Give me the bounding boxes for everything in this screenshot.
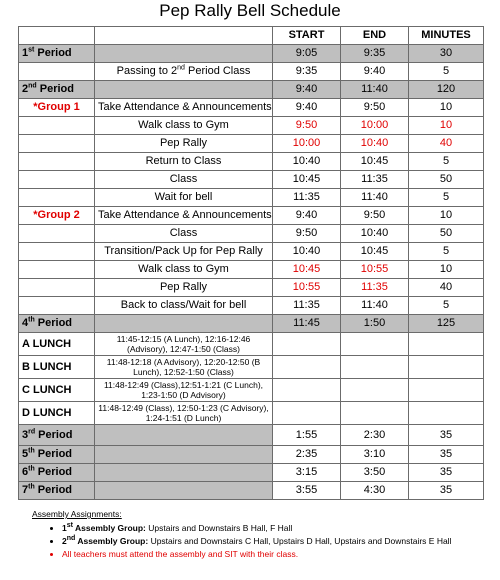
minutes-cell: 5 [409, 153, 484, 171]
start-cell [273, 402, 341, 425]
activity-cell: Pep Rally [95, 279, 273, 297]
end-cell: 10:40 [341, 225, 409, 243]
lunch-label: B LUNCH [19, 356, 95, 379]
end-cell: 11:35 [341, 279, 409, 297]
activity-cell: Take Attendance & Announcements [95, 99, 273, 117]
start-cell: 9:40 [273, 81, 341, 99]
label-cell [19, 225, 95, 243]
minutes-cell: 40 [409, 279, 484, 297]
end-cell: 10:40 [341, 135, 409, 153]
note-item: • 1st Assembly Group: Upstairs and Downstairs B Hall, F Hall [62, 523, 472, 534]
period-row-6 [19, 464, 484, 482]
minutes-cell: 35 [409, 446, 484, 464]
label-cell [19, 279, 95, 297]
group-label: *Group 2 [19, 207, 95, 225]
group1-row [19, 135, 484, 153]
period-label: 5th Period [19, 446, 95, 464]
minutes-cell: 35 [409, 464, 484, 482]
minutes-cell: 5 [409, 189, 484, 207]
minutes-cell: 40 [409, 135, 484, 153]
note-item: • All teachers must attend the assembly and SIT with their class. [62, 549, 472, 560]
activity-cell: Wait for bell [95, 189, 273, 207]
lunch-label: D LUNCH [19, 402, 95, 425]
activity-cell [95, 482, 273, 500]
minutes-cell: 30 [409, 45, 484, 63]
activity-cell: Back to class/Wait for bell [95, 297, 273, 315]
start-cell: 11:45 [273, 315, 341, 333]
activity-cell: Walk class to Gym [95, 117, 273, 135]
end-cell: 11:40 [341, 189, 409, 207]
start-cell [273, 356, 341, 379]
end-cell: 1:50 [341, 315, 409, 333]
period-label: 4th Period [19, 315, 95, 333]
activity-cell [95, 446, 273, 464]
start-cell: 9:35 [273, 63, 341, 81]
start-cell: 2:35 [273, 446, 341, 464]
end-cell: 10:00 [341, 117, 409, 135]
header-row [19, 27, 484, 45]
header-start: START [273, 27, 341, 45]
start-cell: 9:50 [273, 225, 341, 243]
period-label: 7th Period [19, 482, 95, 500]
minutes-cell: 120 [409, 81, 484, 99]
period-row-2 [19, 81, 484, 99]
start-cell: 9:05 [273, 45, 341, 63]
activity-cell [95, 45, 273, 63]
lunch-schedule: 11:48-12:49 (Class), 12:50-1:23 (C Advisory), 1:24-1:51 (D Lunch) [95, 402, 273, 425]
header-minutes: MINUTES [409, 27, 484, 45]
activity-cell [95, 81, 273, 99]
minutes-cell [409, 402, 484, 425]
note-item: • 2nd Assembly Group: Upstairs and Downstairs C Hall, Upstairs D Hall, Upstairs and Downstairs E Hall [62, 536, 472, 547]
minutes-cell [409, 356, 484, 379]
minutes-cell: 5 [409, 297, 484, 315]
minutes-cell [409, 379, 484, 402]
minutes-cell: 35 [409, 425, 484, 446]
lunch-row [19, 402, 484, 425]
period-row-1 [19, 45, 484, 63]
minutes-cell: 5 [409, 243, 484, 261]
period-row-7 [19, 482, 484, 500]
label-cell [19, 297, 95, 315]
notes-heading: Assembly Assignments: [32, 509, 122, 519]
lunch-schedule: 11:48-12:49 (Class),12:51-1:21 (C Lunch), 1:23-1:50 (D Advisory) [95, 379, 273, 402]
header-end: END [341, 27, 409, 45]
period-row-3 [19, 425, 484, 446]
group1-row [19, 99, 484, 117]
end-cell [341, 379, 409, 402]
start-cell: 11:35 [273, 297, 341, 315]
activity-cell: Transition/Pack Up for Pep Rally [95, 243, 273, 261]
minutes-cell: 125 [409, 315, 484, 333]
minutes-cell: 35 [409, 482, 484, 500]
label-cell [19, 153, 95, 171]
end-cell: 9:50 [341, 207, 409, 225]
label-cell [19, 243, 95, 261]
group1-row [19, 117, 484, 135]
start-cell: 1:55 [273, 425, 341, 446]
start-cell: 3:55 [273, 482, 341, 500]
activity-cell [95, 425, 273, 446]
period-row-5 [19, 446, 484, 464]
group2-row [19, 279, 484, 297]
label-cell [19, 117, 95, 135]
activity-cell [95, 464, 273, 482]
activity-cell [95, 315, 273, 333]
start-cell: 10:00 [273, 135, 341, 153]
minutes-cell: 10 [409, 207, 484, 225]
lunch-label: A LUNCH [19, 333, 95, 356]
header-empty-2 [95, 27, 273, 45]
start-cell: 9:40 [273, 207, 341, 225]
start-cell [273, 379, 341, 402]
passing-row [19, 63, 484, 81]
end-cell [341, 402, 409, 425]
start-cell: 10:45 [273, 171, 341, 189]
start-cell: 3:15 [273, 464, 341, 482]
lunch-row [19, 333, 484, 356]
end-cell: 10:45 [341, 243, 409, 261]
end-cell: 10:45 [341, 153, 409, 171]
start-cell: 9:40 [273, 99, 341, 117]
end-cell: 2:30 [341, 425, 409, 446]
activity-cell: Return to Class [95, 153, 273, 171]
minutes-cell: 10 [409, 99, 484, 117]
start-cell: 11:35 [273, 189, 341, 207]
assembly-notes [32, 509, 472, 562]
group2-row [19, 243, 484, 261]
activity-cell: Class [95, 225, 273, 243]
minutes-cell: 50 [409, 171, 484, 189]
group2-row [19, 225, 484, 243]
end-cell: 3:10 [341, 446, 409, 464]
activity-cell: Walk class to Gym [95, 261, 273, 279]
group2-row [19, 207, 484, 225]
notes-list [32, 523, 472, 560]
activity-cell: Class [95, 171, 273, 189]
schedule-table [18, 26, 484, 500]
period-label: 6th Period [19, 464, 95, 482]
end-cell: 11:35 [341, 171, 409, 189]
start-cell: 10:55 [273, 279, 341, 297]
lunch-schedule: 11:48-12:18 (A Advisory), 12:20-12:50 (B Lunch), 12:52-1:50 (Class) [95, 356, 273, 379]
lunch-row [19, 379, 484, 402]
end-cell: 9:35 [341, 45, 409, 63]
group1-row [19, 189, 484, 207]
end-cell [341, 356, 409, 379]
end-cell: 10:55 [341, 261, 409, 279]
end-cell [341, 333, 409, 356]
end-cell: 9:40 [341, 63, 409, 81]
label-cell [19, 261, 95, 279]
label-cell [19, 135, 95, 153]
lunch-schedule: 11:45-12:15 (A Lunch), 12:16-12:46 (Advisory), 12:47-1:50 (Class) [95, 333, 273, 356]
start-cell [273, 333, 341, 356]
end-cell: 11:40 [341, 297, 409, 315]
activity-cell: Take Attendance & Announcements [95, 207, 273, 225]
start-cell: 10:40 [273, 153, 341, 171]
group-label: *Group 1 [19, 99, 95, 117]
end-cell: 9:50 [341, 99, 409, 117]
period-label: 2nd Period [19, 81, 95, 99]
group1-row [19, 171, 484, 189]
start-cell: 9:50 [273, 117, 341, 135]
header-empty [19, 27, 95, 45]
period-row-4 [19, 315, 484, 333]
minutes-cell [409, 333, 484, 356]
group2-row [19, 297, 484, 315]
minutes-cell: 10 [409, 117, 484, 135]
end-cell: 4:30 [341, 482, 409, 500]
group2-row [19, 261, 484, 279]
label-cell [19, 189, 95, 207]
activity-cell: Pep Rally [95, 135, 273, 153]
label-cell [19, 171, 95, 189]
lunch-row [19, 356, 484, 379]
activity-cell: Passing to 2nd Period Class [95, 63, 273, 81]
start-cell: 10:45 [273, 261, 341, 279]
minutes-cell: 50 [409, 225, 484, 243]
minutes-cell: 10 [409, 261, 484, 279]
end-cell: 3:50 [341, 464, 409, 482]
period-label: 1st Period [19, 45, 95, 63]
lunch-label: C LUNCH [19, 379, 95, 402]
group1-row [19, 153, 484, 171]
period-label: 3rd Period [19, 425, 95, 446]
label-cell [19, 63, 95, 81]
page-title: Pep Rally Bell Schedule [159, 1, 341, 20]
end-cell: 11:40 [341, 81, 409, 99]
start-cell: 10:40 [273, 243, 341, 261]
minutes-cell: 5 [409, 63, 484, 81]
